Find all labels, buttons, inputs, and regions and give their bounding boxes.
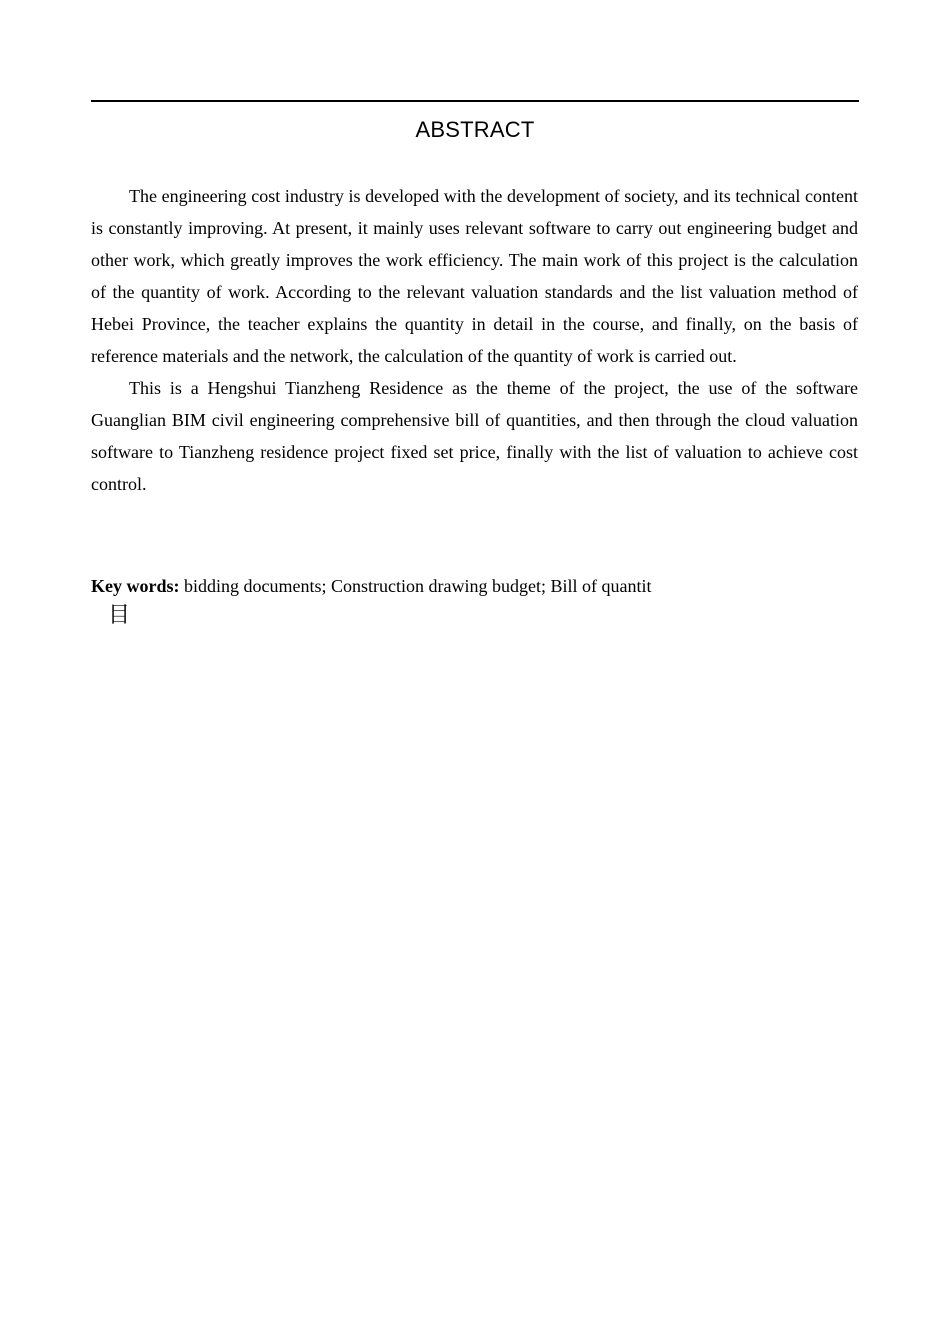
- abstract-paragraph-2: This is a Hengshui Tianzheng Residence as the theme of the project, the use of the software Guanglian BIM civil engineering comprehensive bill of quantities, and then through the cloud valuation software to Tianzheng residence project fixed set price, finally with the list of valuation to achieve cost control.: [91, 378, 858, 494]
- abstract-paragraph-1: The engineering cost industry is developed with the development of society, and its technical content is constantly improving. At present, it mainly uses relevant software to carry out engineering budget and other work, which greatly improves the work efficiency. The main work of this project is the calculation of the quantity of work. According to the relevant valuation standards and the list valuation method of Hebei Province, the teacher explains the quantity in detail in the course, and finally, on the basis of reference materials and the network, the calculation of the quantity of work is carried out.: [91, 186, 858, 366]
- abstract-body: [91, 180, 858, 500]
- header-rule: [91, 100, 859, 102]
- toc-heading-fragment: 目: [108, 603, 131, 628]
- keywords-label: Key words:: [91, 576, 180, 596]
- keywords-line: [91, 570, 858, 602]
- keywords-text: bidding documents; Construction drawing budget; Bill of quantit: [179, 576, 652, 596]
- abstract-title: ABSTRACT: [415, 117, 535, 142]
